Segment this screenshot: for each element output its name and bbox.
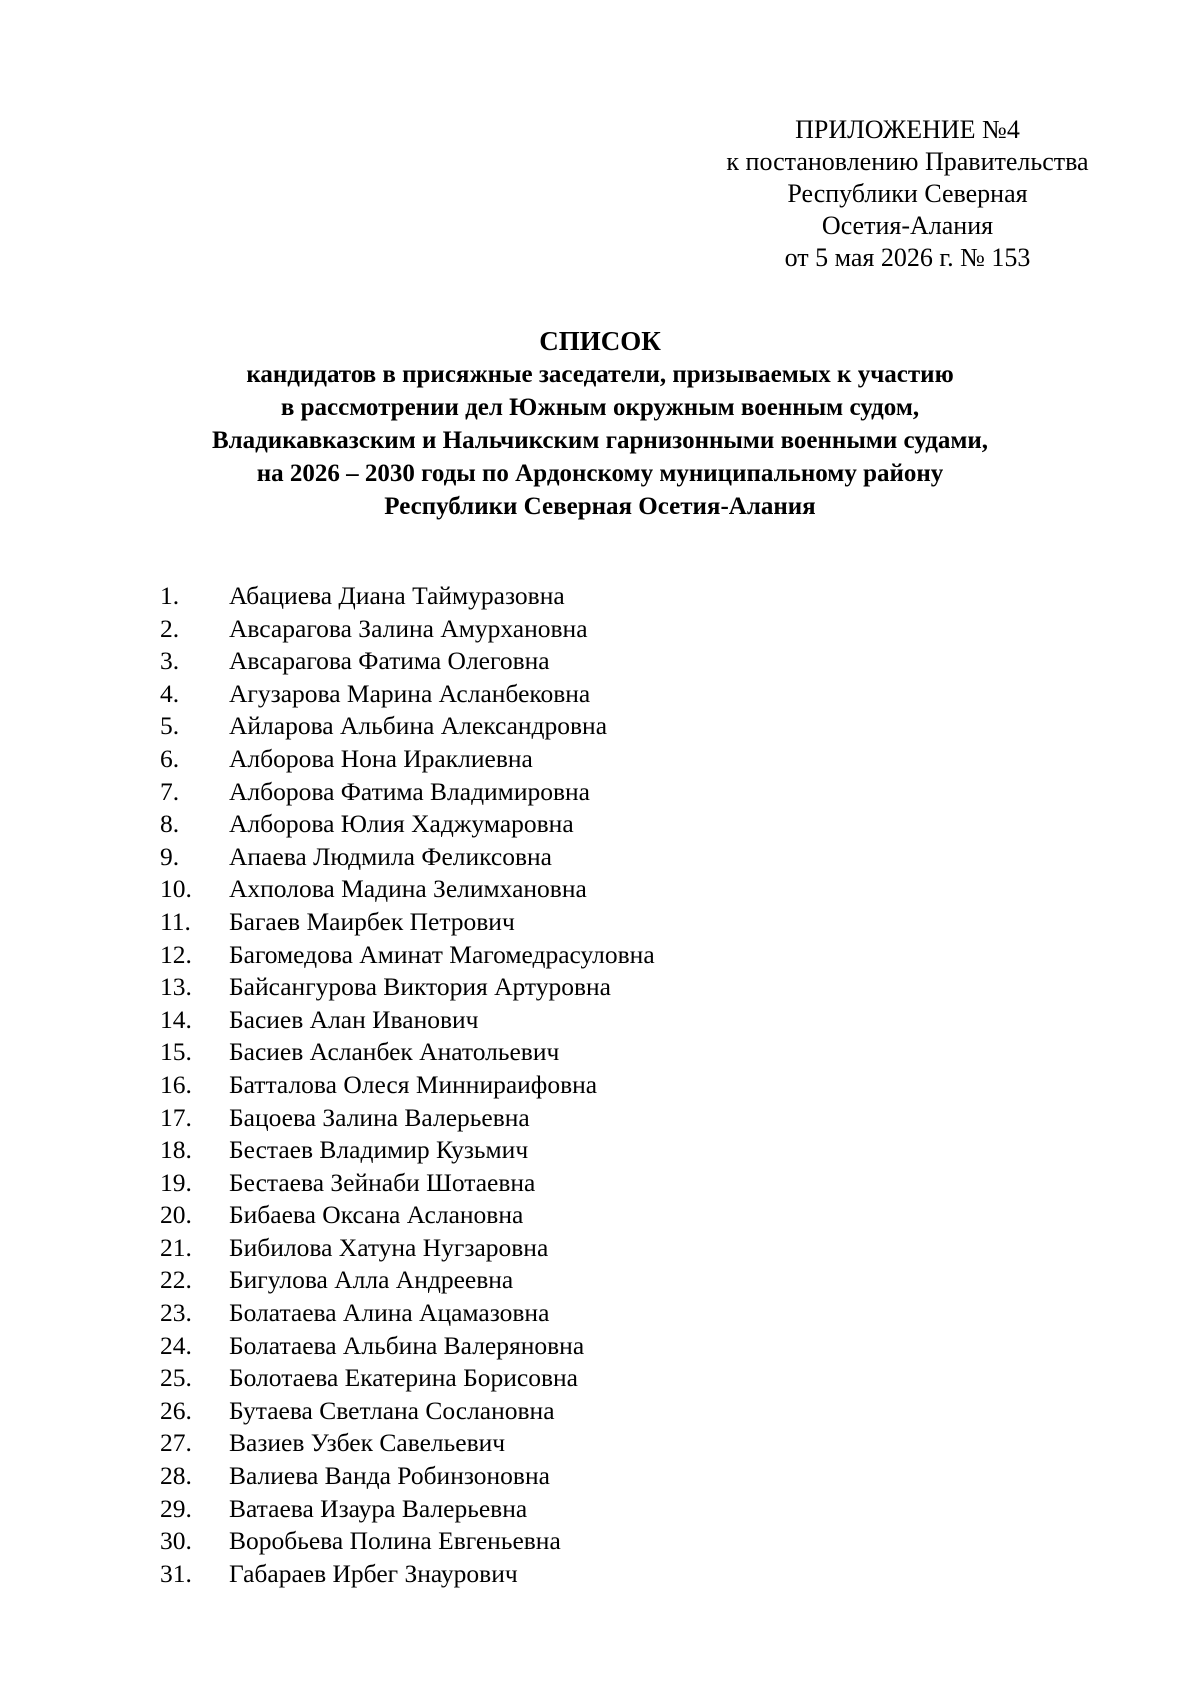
list-item-number: 8. xyxy=(160,809,180,839)
list-item-number: 6. xyxy=(160,743,180,773)
list-item-number: 24. xyxy=(160,1330,192,1360)
list-item xyxy=(160,939,1060,972)
list-item xyxy=(160,1558,1060,1591)
candidate-name: Басиев Асланбек Анатольевич xyxy=(229,1037,560,1067)
candidate-name: Ахполова Мадина Зелимхановна xyxy=(229,874,587,904)
list-item-number: 13. xyxy=(160,972,192,1002)
list-item xyxy=(160,841,1060,874)
list-item-number: 10. xyxy=(160,874,192,904)
list-item-number: 25. xyxy=(160,1363,192,1393)
candidate-name: Вазиев Узбек Савельевич xyxy=(229,1428,506,1458)
list-item xyxy=(160,1427,1060,1460)
candidate-name: Бутаева Светлана Сослановна xyxy=(229,1395,555,1425)
candidate-name: Болотаева Екатерина Борисовна xyxy=(229,1363,578,1393)
list-item xyxy=(160,743,1060,776)
list-item-number: 23. xyxy=(160,1298,192,1328)
annex-date-number: от 5 мая 2026 г. № 153 xyxy=(784,243,1031,272)
list-item xyxy=(160,580,1060,613)
list-item xyxy=(160,1232,1060,1265)
candidate-name: Айларова Альбина Александровна xyxy=(229,711,608,741)
list-item-number: 5. xyxy=(160,711,180,741)
list-item xyxy=(160,1362,1060,1395)
list-item xyxy=(160,1167,1060,1200)
candidate-name: Алборова Фатима Владимировна xyxy=(229,776,590,806)
candidate-name: Валиева Ванда Робинзоновна xyxy=(229,1461,550,1491)
list-item-number: 11. xyxy=(160,906,191,936)
list-item xyxy=(160,645,1060,678)
list-item xyxy=(160,1525,1060,1558)
list-item-number: 3. xyxy=(160,646,180,676)
annex-reference-line: Осетия-Алания xyxy=(821,211,994,240)
annex-reference-line: Республики Северная xyxy=(787,179,1028,208)
list-item-number: 28. xyxy=(160,1461,192,1491)
list-item xyxy=(160,1460,1060,1493)
list-item xyxy=(160,1264,1060,1297)
candidate-name: Багомедова Аминат Магомедрасуловна xyxy=(229,939,655,969)
title-line: кандидатов в присяжные заседатели, призываемых к участию xyxy=(246,361,954,388)
candidate-name: Алборова Юлия Хаджумаровна xyxy=(229,809,574,839)
list-item xyxy=(160,808,1060,841)
list-item-number: 7. xyxy=(160,776,180,806)
list-item xyxy=(160,1004,1060,1037)
list-item-number: 31. xyxy=(160,1558,192,1588)
candidate-name: Бестаева Зейнаби Шотаевна xyxy=(229,1167,536,1197)
candidate-name: Бибаева Оксана Аслановна xyxy=(229,1200,524,1230)
title-line: в рассмотрении дел Южным окружным военным судом, xyxy=(280,394,920,421)
title-heading: СПИСОК xyxy=(539,326,661,356)
list-item-number: 20. xyxy=(160,1200,192,1230)
candidate-name: Ватаева Изаура Валерьевна xyxy=(229,1493,528,1523)
list-item xyxy=(160,613,1060,646)
candidate-name: Авсарагова Залина Амурхановна xyxy=(229,613,588,643)
list-item-number: 9. xyxy=(160,841,180,871)
list-item-number: 2. xyxy=(160,613,180,643)
list-item-number: 18. xyxy=(160,1135,192,1165)
candidate-name: Болатаева Алина Ацамазовна xyxy=(229,1298,550,1328)
list-item xyxy=(160,1069,1060,1102)
candidate-name: Бацоева Залина Валерьевна xyxy=(229,1102,530,1132)
list-item-number: 14. xyxy=(160,1004,192,1034)
candidate-name: Авсарагова Фатима Олеговна xyxy=(229,646,550,676)
annex-number: ПРИЛОЖЕНИЕ №4 xyxy=(795,115,1020,144)
list-item-number: 30. xyxy=(160,1526,192,1556)
list-item-number: 21. xyxy=(160,1232,192,1262)
list-item-number: 15. xyxy=(160,1037,192,1067)
list-item-number: 27. xyxy=(160,1428,192,1458)
candidate-name: Батталова Олеся Миннираифовна xyxy=(229,1069,598,1099)
candidate-name: Байсангурова Виктория Артуровна xyxy=(229,972,611,1002)
list-item-number: 19. xyxy=(160,1167,192,1197)
list-item xyxy=(160,1395,1060,1428)
list-item xyxy=(160,1036,1060,1069)
title-line: на 2026 – 2030 годы по Ардонскому муниципальному району xyxy=(256,460,944,487)
list-item xyxy=(160,906,1060,939)
candidate-list xyxy=(160,580,1060,1590)
candidate-name: Габараев Ирбег Знаурович xyxy=(229,1558,518,1588)
title-description xyxy=(100,358,1100,523)
list-item xyxy=(160,1297,1060,1330)
list-item xyxy=(160,1102,1060,1135)
list-item xyxy=(160,1330,1060,1363)
list-item xyxy=(160,1493,1060,1526)
list-item xyxy=(160,776,1060,809)
candidate-name: Болатаева Альбина Валеряновна xyxy=(229,1330,585,1360)
list-item xyxy=(160,710,1060,743)
candidate-name: Воробьева Полина Евгеньевна xyxy=(229,1526,561,1556)
candidate-name: Апаева Людмила Феликсовна xyxy=(229,841,552,871)
list-item-number: 29. xyxy=(160,1493,192,1523)
list-item-number: 1. xyxy=(160,581,180,610)
annex-header xyxy=(690,114,1125,274)
list-item-number: 22. xyxy=(160,1265,192,1295)
list-item-number: 17. xyxy=(160,1102,192,1132)
document-title xyxy=(100,324,1100,523)
candidate-name: Бестаев Владимир Кузьмич xyxy=(229,1135,529,1165)
list-item-number: 4. xyxy=(160,678,180,708)
candidate-name: Басиев Алан Иванович xyxy=(229,1004,479,1034)
list-item xyxy=(160,1134,1060,1167)
list-item-number: 12. xyxy=(160,939,192,969)
candidate-name: Бибилова Хатуна Нугзаровна xyxy=(229,1232,549,1262)
list-item xyxy=(160,971,1060,1004)
candidate-name: Багаев Маирбек Петрович xyxy=(229,906,515,936)
title-line: Владикавказским и Нальчикским гарнизонными военными судами, xyxy=(211,427,989,454)
list-item-number: 26. xyxy=(160,1395,192,1425)
title-line: Республики Северная Осетия-Алания xyxy=(384,493,816,520)
list-item xyxy=(160,873,1060,906)
list-item-number: 16. xyxy=(160,1069,192,1099)
candidate-name: Алборова Нона Ираклиевна xyxy=(229,743,533,773)
annex-reference-line: к постановлению Правительства xyxy=(726,147,1089,176)
candidate-name: Бигулова Алла Андреевна xyxy=(229,1265,514,1295)
list-item xyxy=(160,678,1060,711)
candidate-name: Абациева Диана Таймуразовна xyxy=(229,581,565,610)
candidate-name: Агузарова Марина Асланбековна xyxy=(229,678,591,708)
list-item xyxy=(160,1199,1060,1232)
